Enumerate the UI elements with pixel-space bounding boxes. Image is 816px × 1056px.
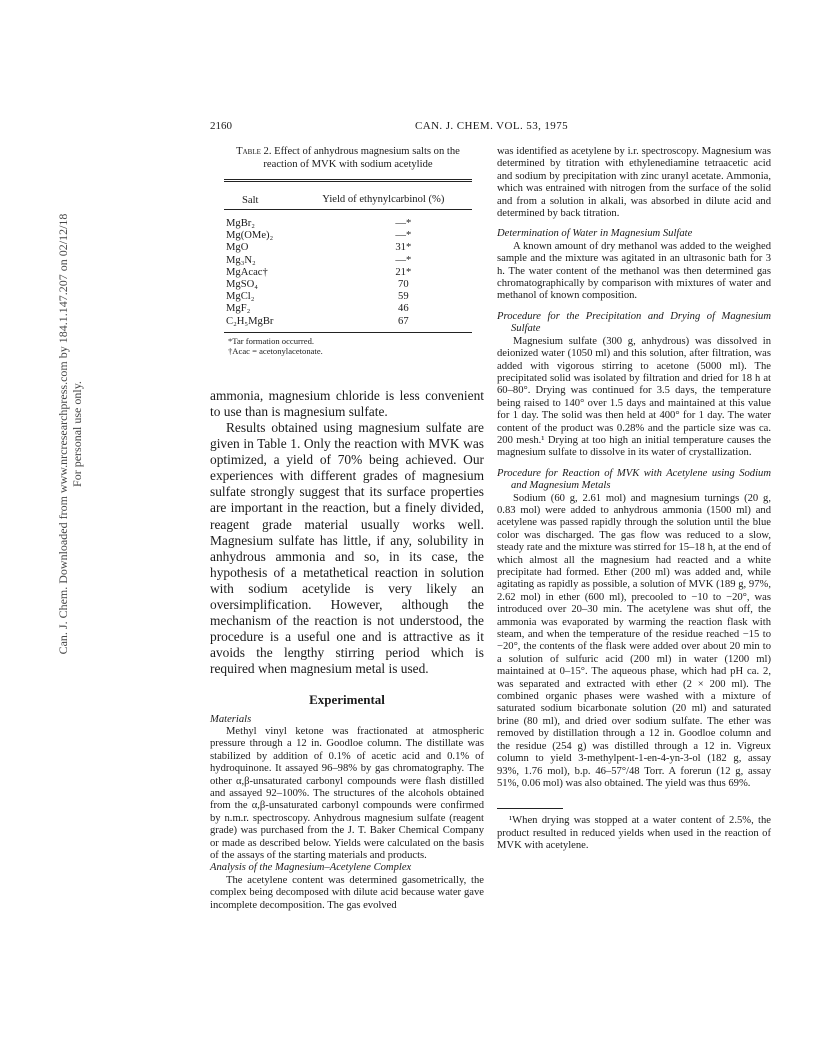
subheading-reaction-procedure: Procedure for Reaction of MVK with Acetylene using Sodium and Magnesium Metals <box>497 467 771 492</box>
salt-cell: Mg(OMe)₂ <box>226 230 274 242</box>
table-row <box>224 291 472 303</box>
table-row <box>224 242 472 254</box>
watermark-line-2: For personal use only. <box>70 381 84 487</box>
subheading-analysis: Analysis of the Magnesium–Acetylene Complex <box>210 862 412 874</box>
column-header-salt: Salt <box>224 181 295 210</box>
salt-cell: MgO <box>226 242 249 254</box>
experimental-left <box>210 714 484 913</box>
paragraph: The acetylene content was determined gasometrically, the complex being decomposed with dilute acid because water gave incomplete decomposition. The gas evolved <box>210 874 484 911</box>
table-row <box>224 279 472 291</box>
table-caption <box>224 146 472 171</box>
results-discussion <box>210 388 484 678</box>
right-column <box>497 146 771 853</box>
yield-cell: —* <box>395 218 412 229</box>
salt-cell: MgF₂ <box>226 303 251 315</box>
paragraph: Methyl vinyl ketone was fractionated at atmospheric pressure through a 12 in. Goodloe column. The distillate was stabilized by addition of 0.1% of acetic acid and 0.1% of hydroquinone. It assayed 96–98% by gas chromatography. The other α,β-unsaturated carbonyl compounds were flash distilled and assayed 92–100%. The structures of the alcohols obtained from the α,β-unsaturated carbonyl compounds were confirmed by n.m.r. spectroscopy. Anhydrous magnesium sulfate (reagent grade) was purchased from the J. T. Baker Chemical Company or made as described below. Yields were calculated on the basis of the assays of the starting materials and products. <box>210 725 484 861</box>
salt-cell: MgBr₂ <box>226 218 256 229</box>
paragraph: Results obtained using magnesium sulfate are given in Table 1. Only the reaction with MVK was optimized, a yield of 70% being achieved. Our experiences with different grades of magnesium sulfate strongly suggest that its surface properties are important in the reaction, but a finely divided, reagent grade material usually works well. Magnesium sulfate has little, if any, solubility in anhydrous ammonia and so, in its case, the hypothesis of a metathetical reaction in solution with sodium acetylide is very likely an oversimplification. However, although the mechanism of the reaction is not understood, the procedure is a useful one and is attractive as it avoids the lengthy stirring period which is required when magnesium metal is used. <box>210 420 484 677</box>
table-row <box>224 230 472 242</box>
paragraph: ammonia, magnesium chloride is less convenient to use than is magnesium sulfate. <box>210 387 484 419</box>
download-watermark <box>56 184 84 684</box>
table-row <box>224 267 472 279</box>
footnote-divider <box>497 808 563 809</box>
salt-cell: MgSO₄ <box>226 279 258 291</box>
table-row <box>224 316 472 333</box>
left-column <box>210 146 484 912</box>
table-row <box>224 303 472 315</box>
table-header-row <box>224 181 472 210</box>
salts-table <box>224 179 472 333</box>
yield-cell: 31* <box>395 242 412 254</box>
table-2 <box>224 146 472 356</box>
page-number: 2160 <box>210 120 232 132</box>
yield-cell: 70 <box>398 279 409 291</box>
subheading-precipitation-drying: Procedure for the Precipitation and Drying of Magnesium Sulfate <box>497 310 771 335</box>
salt-cell: C₂H₅MgBr <box>224 316 295 333</box>
yield-cell: 21* <box>395 266 412 278</box>
section-title-experimental: Experimental <box>309 691 385 707</box>
salt-cell: MgAcac† <box>226 266 268 278</box>
salt-cell: MgCl₂ <box>226 291 255 303</box>
paragraph: A known amount of dry methanol was added to the weighed sample and the mixture was agitated in an ultrasonic bath for 3 h. The water content of the methanol was then determined gas chromatographically by comparison with mixtures of water and methanol of known composition. <box>497 240 771 302</box>
footnote: ¹When drying was stopped at a water content of 2.5%, the product resulted in reduced yields when used in the reaction of MVK with acetylene. <box>497 815 771 852</box>
watermark-line-1: Can. J. Chem. Downloaded from www.nrcresearchpress.com by 184.1.147.207 on 02/12/18 <box>56 213 70 655</box>
subheading-water-determination: Determination of Water in Magnesium Sulfate <box>497 228 693 240</box>
table-footnotes <box>224 336 472 356</box>
subheading-materials: Materials <box>210 713 252 725</box>
running-head: CAN. J. CHEM. VOL. 53, 1975 <box>415 120 568 132</box>
yield-cell: 46 <box>398 303 409 315</box>
yield-cell: 59 <box>398 291 409 303</box>
table-note-acac: †Acac = acetonylacetonate. <box>228 345 323 356</box>
salt-cell: Mg₃N₂ <box>226 254 256 266</box>
paragraph: Magnesium sulfate (300 g, anhydrous) was dissolved in deionized water (1050 ml) and this solution, after filtration, was added with vigorous stirring to acetone (5000 ml). The precipitated solid was isolated by filtration and dried for 18 h at 60–80°. Drying was continued for 3.5 days, the temperature being raised to 140° over 1.5 days and maintained at this value for 1 day. The solid was then held at 400° for 1 day. The water content of the product was 0.28% and the particle size was ca. 200 mesh.¹ Drying at too high an initial temperature causes the magnesium sulfate to dissolve in its water of crystallization. <box>497 335 771 459</box>
yield-cell: 67 <box>295 316 472 333</box>
yield-cell: —* <box>395 254 412 266</box>
table-row <box>224 255 472 267</box>
table-body <box>224 210 472 333</box>
paragraph: Sodium (60 g, 2.61 mol) and magnesium turnings (20 g, 0.83 mol) were added to anhydrous ammonia (1500 ml) and acetylene was passed rapidly through the solution until the blue color was discharged. The gas flow was reduced to a slow, steady rate and the mixture was stirred for 15–18 h, at the end of which almost all the magnesium had reacted and a white precipitate had formed. Ether (200 ml) was added and, while agitating as rapidly as possible, a solution of MVK (189 g, 97%, 2.62 mol) in ether (600 ml), precooled to −10 to −20°, was introduced over 20–30 min. The acetylene was shut off, the ammonia was evaporated by warming the reaction flask with steam, and when the temperature of the residue reached −15 to −20°, the contents of the flask were added over about 20 min to a solution of sulfuric acid (200 ml) in water (1200 ml) maintained at 0–15°. The aqueous phase, which had pH ca. 2, was separated and extracted with ether (2 × 200 ml). The combined organic phases were washed with a mixture of saturated sodium bicarbonate solution (20 ml) and saturated brine (80 ml), and dried over sodium sulfate. The ether was removed by distillation through a 12 in. Goodloe column and the residue (254 g) was distilled through a 12 in. Vigreux column to yield 3-methylpent-1-en-4-yn-3-ol (182 g, assay 93%, 1.76 mol), b.p. 46–57°/48 Torr. A forerun (12 g, assay 51%, 0.06 mol) was also obtained. The yield was thus 69%. <box>497 492 771 789</box>
table-row <box>224 210 472 231</box>
table-note-tar: *Tar formation occurred. <box>228 335 315 346</box>
table-label: Table 2. <box>236 146 272 157</box>
yield-cell: —* <box>395 230 412 242</box>
column-header-yield: Yield of ethynylcarbinol (%) <box>295 181 472 210</box>
paragraph: was identified as acetylene by i.r. spectroscopy. Magnesium was determined by titration with ethylenediamine tetraacetic acid and sodium by precipitation with zinc uranyl acetate. Ammonia, which was entrained with nitrogen from the surface of the solid and from a solution in alkali, was absorbed in dilute acid and determined by back titration. <box>497 146 771 220</box>
table-caption-text: Effect of anhydrous magnesium salts on the reaction of MVK with sodium acetylide <box>263 146 460 170</box>
